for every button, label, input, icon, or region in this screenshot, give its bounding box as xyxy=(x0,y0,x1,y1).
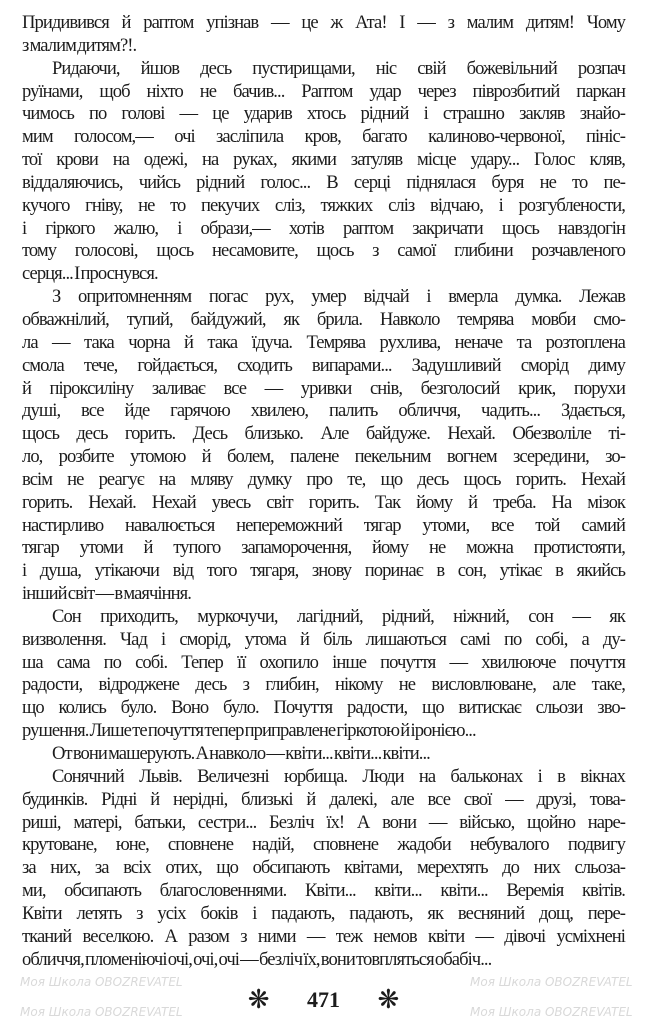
watermark: Моя Школа OBOZREVATEL xyxy=(470,975,633,989)
text-line: тягар утоми й тупого запаморочення, йому не можна протистояти, xyxy=(22,537,625,559)
text-line: ло, розбите утомою й болем, палене пекельним вогнем зсередини, зо- xyxy=(22,446,625,468)
text-line: мим голосом,— очі засліпила кров, багато калиново-червоної, пініс- xyxy=(22,126,625,148)
text-line: інший світ — в маячіння. xyxy=(22,583,191,605)
text-line: і гіркого жалю, і образи,— хотів раптом закричати щось навздогін xyxy=(22,217,625,239)
text-line: руїнами, щоб ніхто не бачив... Раптом удар через піврозбитий паркан xyxy=(22,80,625,102)
text-line: з малим дитям?!. xyxy=(22,34,137,56)
text-line: настирливо навалюється непереможний тягар утоми, все той самий xyxy=(22,514,625,536)
text-line: радости, відроджене десь з глибин, нікому не висловлюване, але таке, xyxy=(22,674,625,696)
watermark: Моя Школа OBOZREVATEL xyxy=(20,975,183,989)
text-line: обважнілий, тупий, байдужий, як брила. Навколо темрява мовби смо- xyxy=(22,308,625,330)
paragraph xyxy=(22,286,625,606)
text-line: всім не реагує на мляву думку про те, що десь щось горить. Нехай xyxy=(22,468,625,490)
text-line: й піроксиліну заливає все — уривки снів, безголосий крик, порухи xyxy=(22,377,625,399)
paragraph xyxy=(22,766,625,972)
watermark: Моя Школа OBOZREVATEL xyxy=(470,1005,633,1019)
text-line: серця... І проснувся. xyxy=(22,263,158,285)
text-line: тканий веселкою. А разом з ними — теж немов квіти — дівочі усміхнені xyxy=(22,925,625,947)
ornament-left-icon: ❋ xyxy=(247,985,270,1014)
text-line: Придивився й раптом упізнав — це ж Ата! І — з малим дитям! Чому xyxy=(22,12,625,33)
text-line: тої крови на одежі, на руках, якими затуляв місце удару... Голос кляв, xyxy=(22,149,625,171)
ornament-right-icon: ❋ xyxy=(377,985,400,1014)
text-line: визволення. Чад і сморід, утома й біль лишаються самі по собі, а ду- xyxy=(22,628,625,650)
page-number: 471 xyxy=(307,987,340,1012)
text-line: кучого гніву, не то пекучих сліз, тяжких сліз відчаю, і розгублености, xyxy=(22,194,625,216)
text-line: будинків. Рідні й нерідні, близькі й далекі, але все свої — друзі, това- xyxy=(22,788,625,810)
text-line: тому голосові, щось несамовите, щось з самої глибини розчавленого xyxy=(22,240,625,262)
paragraph xyxy=(22,58,625,286)
text-line: щось десь горить. Десь близько. Але байдуже. Нехай. Обезволіле ті- xyxy=(22,423,625,445)
text-line: рушення. Лише те почуття тепер приправлене гіркотою й іронією... xyxy=(22,720,476,742)
text-line: От вони машерують. А навколо — квіти... квіти... квіти... xyxy=(52,743,430,764)
text-line: душі, все йде гарячою хвилею, палить обличчя, чадить... Здається, xyxy=(22,400,625,422)
text-line: крутоване, юне, сповнене надій, сповнене жадоби небувалого подвигу xyxy=(22,834,625,856)
text-line: З опритомненням погас рух, умер відчай і вмерла думка. Лежав xyxy=(52,286,625,308)
text-line: ми, обсипають благословеннями. Квіти... квіти... квіти... Веремія квітів. xyxy=(22,880,625,902)
text-line: ша сама по собі. Тепер її охопило інше почуття — хвилююче почуття xyxy=(22,651,625,673)
text-line: смола тече, гойдається, сходить випарами... Задушливий сморід диму xyxy=(22,354,625,376)
text-line: ла — така чорна й така їдуча. Темрява рухлива, неначе та розтоплена xyxy=(22,331,625,353)
text-line: обличчя, пломеніючі очі, очі, очі — безліч їх, вони товпляться обабіч... xyxy=(22,948,492,970)
text-line: чимось по голові — це ударив хтось рідний і страшно закляв знайо- xyxy=(22,103,625,125)
text-line: що колись було. Воно було. Почуття радости, що витискає сльози зво- xyxy=(22,697,625,719)
text-line: віддаляючись, чийсь рідний голос... В серці піднялася буря не то пе- xyxy=(22,171,625,193)
text-line: Сонячний Львів. Величезні юрбища. Люди на бальконах і в вікнах xyxy=(52,765,625,787)
text-line: за них, за всіх отих, що обсипають квітами, мерехтять до них сльоза- xyxy=(22,857,625,879)
page-body xyxy=(22,12,625,971)
text-line: Ридаючи, йшов десь пустирищами, ніс свій божевільний розпач xyxy=(52,57,625,79)
text-line: і душа, утікаючи від того тягаря, знову поринає в сон, утікає в якийсь xyxy=(22,560,625,582)
paragraph xyxy=(22,743,625,766)
text-line: Квіти летять з усіх боків і падають, падають, як весняний дощ, пере- xyxy=(22,902,625,924)
text-line: риші, матері, батьки, сестри... Безліч їх! А вони — військо, щойно наре- xyxy=(22,811,625,833)
text-line: горить. Нехай. Нехай увесь світ горить. Так йому й треба. На мізок xyxy=(22,491,625,513)
page-footer xyxy=(0,985,647,1015)
paragraph xyxy=(22,12,625,58)
text-line: Сон приходить, муркочучи, лагідний, рідний, ніжний, сон — як xyxy=(52,605,625,627)
watermark: Моя Школа OBOZREVATEL xyxy=(20,1005,183,1019)
paragraph xyxy=(22,606,625,743)
